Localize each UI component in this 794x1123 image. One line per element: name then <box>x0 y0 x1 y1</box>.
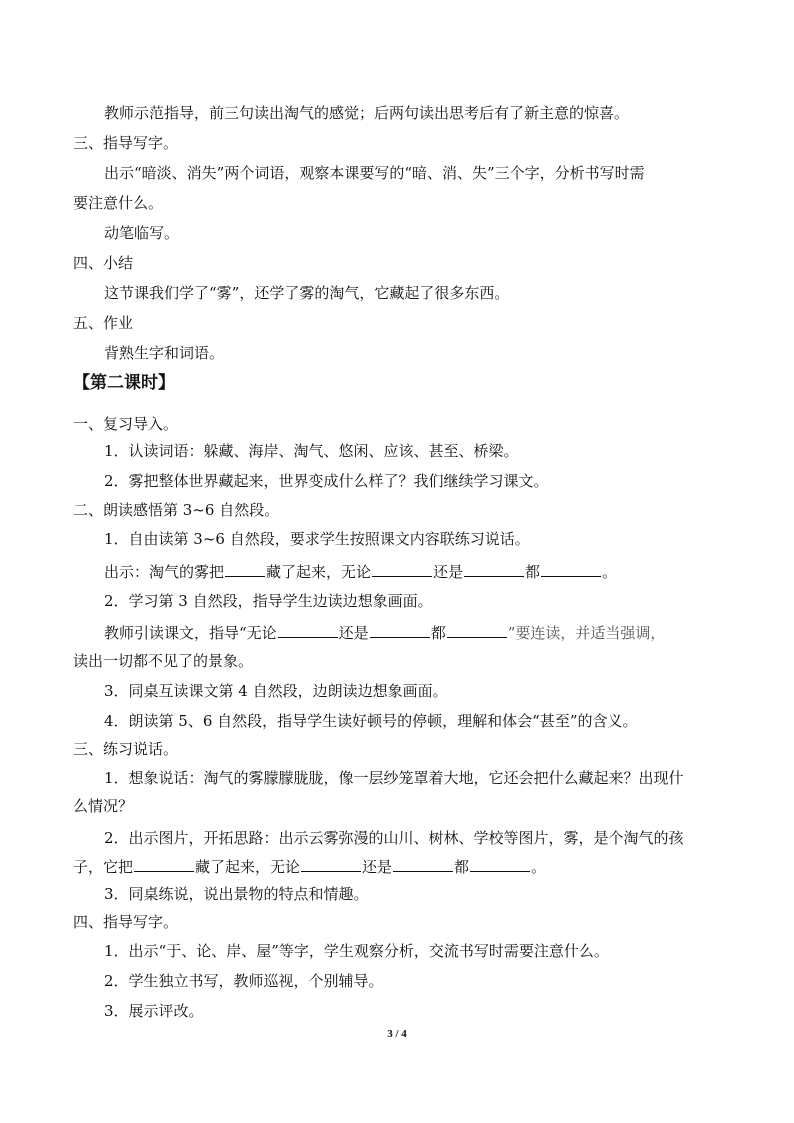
blank-line <box>278 622 338 638</box>
list-item: 2．学习第 3 自然段，指导学生边读边想象画面。 <box>104 592 433 610</box>
section-heading: 四、小结 <box>73 254 134 272</box>
paragraph-line: 背熟生字和词语。 <box>104 344 225 362</box>
page-number: 3 / 4 <box>387 1028 407 1040</box>
sentence-part: 。 <box>602 563 618 581</box>
sentence-part: 子，它把 <box>73 858 134 876</box>
list-item: 1．认读词语：躲藏、海岸、淘气、悠闲、应该、甚至、桥梁。 <box>104 442 519 460</box>
blank-line <box>372 561 432 577</box>
blank-line <box>447 622 507 638</box>
sentence-part: 藏了起来，无论 <box>195 858 301 876</box>
list-item: 3．展示评改。 <box>104 1002 204 1020</box>
sentence-part: ”要连读，并适当强调， <box>507 624 666 642</box>
list-item: 2．出示图片，开拓思路：出示云雾弥漫的山川、树林、学校等图片，雾，是个淘气的孩 <box>104 829 684 847</box>
sentence-part: 。 <box>531 858 547 876</box>
sentence-part: 出示：淘气的雾把 <box>104 563 225 581</box>
list-item: 2．学生独立书写，教师巡视，个别辅导。 <box>104 972 384 990</box>
blank-line <box>301 856 361 872</box>
list-item: 2．雾把整体世界藏起来，世界变成什么样了？我们继续学习课文。 <box>104 472 549 490</box>
blank-line <box>541 561 601 577</box>
section-heading: 四、指导写字。 <box>73 913 179 931</box>
list-item: 1．出示“于、论、岸、屋”等字，学生观察分析，交流书写时需要注意什么。 <box>104 942 609 960</box>
sentence-part: 还是 <box>338 624 369 642</box>
sentence-part: 都 <box>454 858 470 876</box>
sentence-part: 还是 <box>362 858 393 876</box>
list-item: 4．朗读第 5、6 自然段，指导学生读好顿号的停顿，理解和体会“甚至”的含义。 <box>104 712 638 730</box>
list-item: 3．同桌练说，说出景物的特点和情趣。 <box>104 885 369 903</box>
list-item: 3．同桌互读课文第 4 自然段，边朗读边想象画面。 <box>104 682 448 700</box>
sentence-part: 都 <box>430 624 446 642</box>
sentence-part: 藏了起来，无论 <box>266 563 372 581</box>
paragraph-line: 出示“暗淡、消失”两个词语，观察本课要写的“暗、消、失”三个字，分析书写时需 <box>104 164 645 182</box>
paragraph-line: 要注意什么。 <box>73 194 164 212</box>
section-heading: 五、作业 <box>73 314 134 332</box>
list-item: 1．想象说话：淘气的雾朦朦胧胧，像一层纱笼罩着大地，它还会把什么藏起来？出现什 <box>104 769 684 787</box>
sentence-part: 还是 <box>433 563 464 581</box>
sentence-part: 都 <box>525 563 541 581</box>
blank-line <box>225 561 265 577</box>
paragraph-line: 教师示范指导，前三句读出淘气的感觉；后两句读出思考后有了新主意的惊喜。 <box>104 104 630 122</box>
blank-line <box>470 856 530 872</box>
fill-in-sentence <box>104 561 617 582</box>
section-heading: 三、指导写字。 <box>73 134 179 152</box>
fill-in-sentence <box>104 622 665 643</box>
blank-line <box>134 856 194 872</box>
section-heading: 三、练习说话。 <box>73 740 179 758</box>
blank-line <box>393 856 453 872</box>
paragraph-line: 这节课我们学了“雾”，还学了雾的淘气，它藏起了很多东西。 <box>104 284 510 302</box>
paragraph-line: 动笔临写。 <box>104 224 180 242</box>
paragraph-line: 读出一切都不见了的景象。 <box>73 652 254 670</box>
sentence-part: 教师引读课文，指导“无论 <box>104 624 277 642</box>
section-heading: 一、复习导入。 <box>73 415 179 433</box>
list-item: 1．自由读第 3~6 自然段，要求学生按照课文内容联练习说话。 <box>104 530 530 548</box>
section-heading: 二、朗读感悟第 3~6 自然段。 <box>73 501 280 519</box>
blank-line <box>370 622 430 638</box>
fill-in-sentence <box>73 856 546 877</box>
lesson-title: 【第二课时】 <box>73 373 175 393</box>
paragraph-line: 么情况？ <box>73 797 134 815</box>
blank-line <box>464 561 524 577</box>
